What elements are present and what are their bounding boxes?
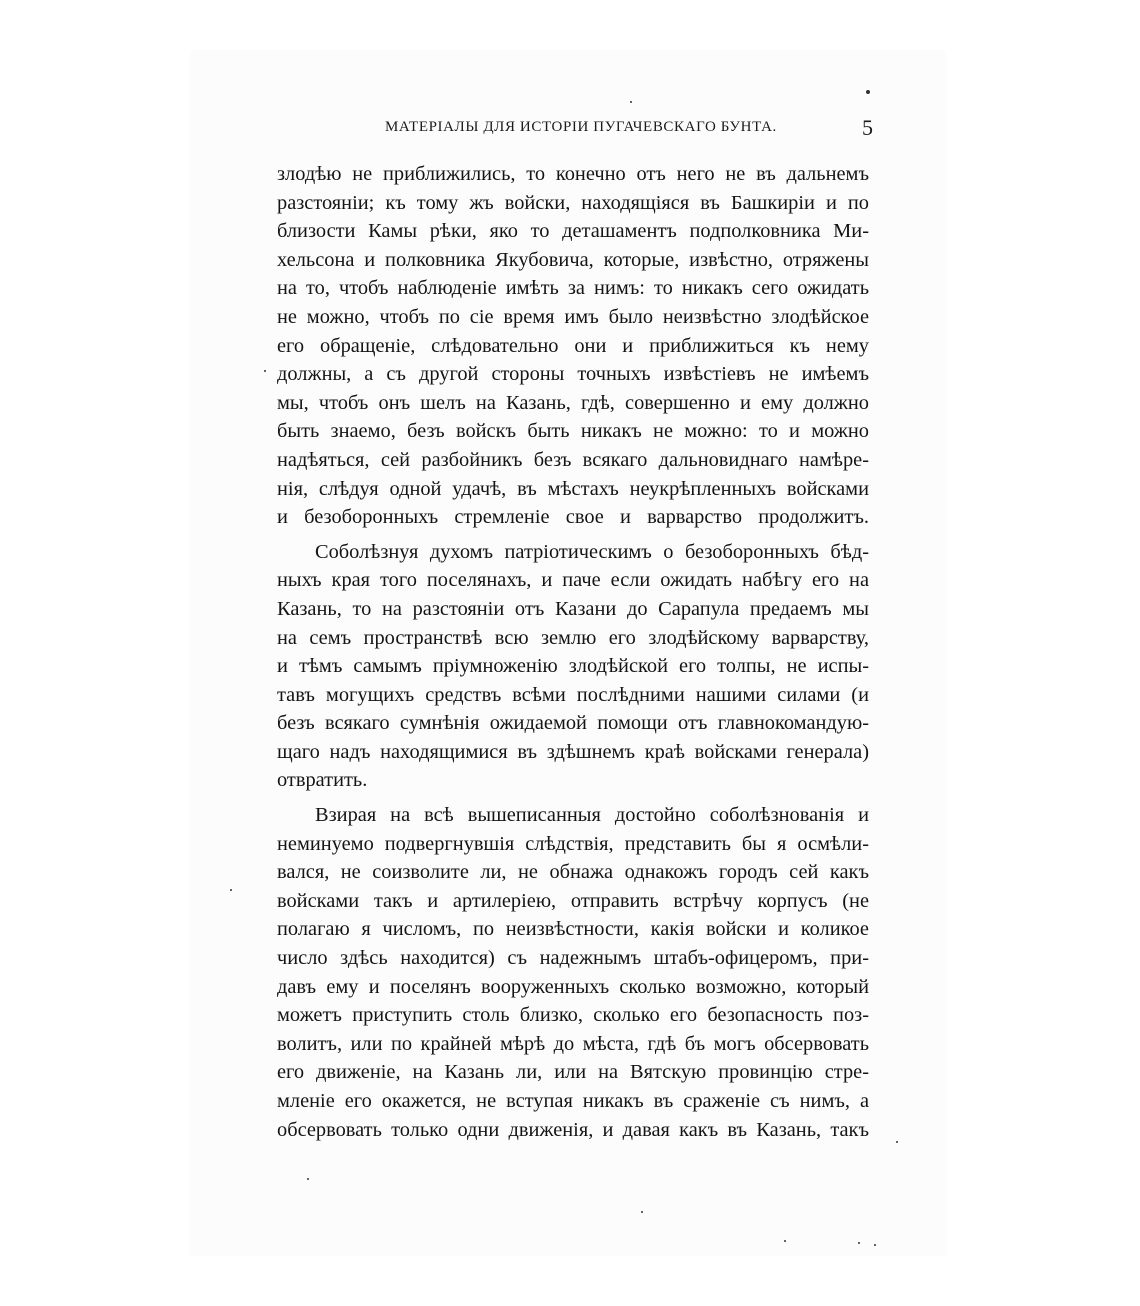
ink-speck — [307, 1178, 309, 1180]
ink-speck — [264, 370, 266, 372]
text-line: злодѣю не приближились, то конечно отъ него не въ дальнемъ — [277, 163, 869, 185]
text-line: давъ ему и поселянъ вооруженныхъ сколько возможно, который — [277, 975, 869, 998]
text-line: обсервовать только одни движенія, и давая какъ въ Казань, такъ — [277, 1118, 869, 1141]
ink-speck — [866, 90, 870, 94]
body-text — [277, 160, 869, 1144]
text-line: мленіе его окажется, не вступая никакъ въ сраженіе съ нимъ, а — [277, 1090, 869, 1112]
text-line: щаго надъ находящимися въ здѣшнемъ краѣ войсками генерала) — [277, 740, 869, 763]
text-line: и тѣмъ самымъ пріумноженію злодѣйской его толпы, не испы- — [277, 655, 869, 678]
text-line: Взирая на всѣ вышеписанныя достойно соболѣзнованія и — [315, 804, 869, 827]
text-line: Соболѣзнуя духомъ патріотическимъ о безоборонныхъ бѣд- — [315, 540, 869, 563]
text-line: отвратить. — [277, 769, 368, 792]
ink-speck — [230, 889, 232, 891]
text-line: на семъ пространствѣ всю землю его злодѣйскому варварству, — [277, 626, 869, 649]
paragraph — [277, 801, 869, 1144]
ink-speck — [630, 101, 632, 103]
text-line: должны, а съ другой стороны точныхъ извѣстіевъ не имѣемъ — [277, 363, 869, 386]
text-line: его обращеніе, слѣдовательно они и приближиться къ нему — [277, 334, 869, 357]
text-line: надѣяться, сей разбойникъ безъ всякаго дальновиднаго намѣре- — [277, 448, 869, 471]
text-line: волитъ, или по крайней мѣрѣ до мѣста, гдѣ бъ могъ обсервовать — [277, 1032, 869, 1055]
text-line: вался, не соизволите ли, не обнажа однакожъ городъ сей какъ — [277, 861, 869, 884]
text-line: безъ всякаго сумнѣнія ожидаемой помощи отъ главнокомандую- — [277, 712, 869, 735]
ink-speck — [874, 1244, 876, 1246]
text-line: ныхъ края того поселянахъ, и паче если ожидать набѣгу его на — [277, 569, 869, 592]
text-line: мы, чтобъ онъ шелъ на Казань, гдѣ, совершенно и ему должно — [277, 391, 869, 414]
text-line: быть знаемо, безъ войскъ быть никакъ не можно: то и можно — [277, 420, 869, 443]
text-line: хельсона и полковника Якубовича, которые, извѣстно, отряжены — [277, 248, 869, 271]
text-line: и безоборонныхъ стремленіе свое и варварство продолжитъ. — [277, 506, 869, 529]
text-line: близости Камы рѣки, яко то деташаментъ подполковника Ми- — [277, 220, 869, 243]
ink-speck — [641, 1211, 643, 1213]
paragraph — [277, 160, 869, 532]
text-line: не можно, чтобъ по сіе время имъ было неизвѣстно злодѣйское — [277, 305, 869, 328]
text-line: его движеніе, на Казань ли, или на Вятскую провинцію стре- — [277, 1061, 869, 1084]
page-number: 5 — [862, 115, 873, 140]
paragraph — [277, 538, 869, 795]
text-line: Казань, то на разстояніи отъ Казани до Сарапула предаемъ мы — [277, 597, 869, 620]
ink-speck — [784, 1240, 786, 1242]
page-header — [385, 117, 875, 141]
running-title: МАТЕРІАЛЫ ДЛЯ ИСТОРІИ ПУГАЧЕВСКАГО БУНТА. — [385, 119, 777, 135]
text-line: на то, чтобъ наблюденіе имѣть за нимъ: то никакъ сего ожидать — [277, 277, 869, 300]
text-line: нія, слѣдуя одной удачѣ, въ мѣстахъ неукрѣпленныхъ войсками — [277, 477, 869, 500]
ink-speck — [896, 1141, 898, 1143]
ink-speck — [858, 1242, 860, 1244]
text-line: разстояніи; къ тому жъ войски, находящіяся въ Башкиріи и по — [277, 191, 869, 214]
text-line: войсками такъ и артилеріею, отправить встрѣчу корпусъ (не — [277, 889, 869, 912]
text-line: можетъ приступить столь близко, сколько его безопасность поз- — [277, 1004, 869, 1027]
text-line: полагаю я числомъ, по неизвѣстности, какія войски и коликое — [277, 918, 869, 941]
text-line: число здѣсь находится) съ надежнымъ штабъ-офицеромъ, при- — [277, 947, 869, 970]
text-line: неминуемо подвергнувшія слѣдствія, представить бы я осмѣли- — [277, 832, 869, 855]
text-line: тавъ могущихъ средствъ всѣми послѣдними нашими силами (и — [277, 683, 869, 706]
